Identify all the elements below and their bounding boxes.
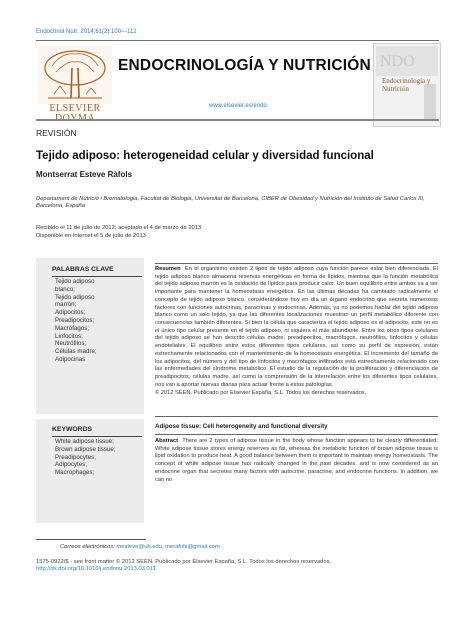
journal-url-link[interactable]: www.elsevier.es/endo xyxy=(209,103,267,109)
email-links[interactable]: mesteve@ub.edu, merafols@gmail.com xyxy=(116,544,220,550)
abstract-en-top-rule xyxy=(155,434,438,435)
abstract-es-label: Resumen xyxy=(155,266,181,272)
abstract-en xyxy=(155,438,438,484)
elsevier-logo xyxy=(38,46,112,126)
article-title: Tejido adiposo: heterogeneidad celular y diversidad funcional xyxy=(36,150,374,162)
email-label: Correos electrónicos: xyxy=(60,544,115,550)
abstract-en-text: There are 2 types of adipose tissue in the body whose function appears to be clearly differentiated. White adipose tissue stores energy reserves as fat, whereas the metabolic function of brown adipose tissue is lipid oxidation to produce heat. A good balance between them is important to maintain energy homeostasis. The concept of white adipose tissue has radically changed in the past decades, and is now considered as an endocrine organ that secretes many factors with autocrine, paracrine, and endocrine functions. In addition, we can no xyxy=(155,438,438,483)
article-dates xyxy=(36,225,438,240)
top-divider xyxy=(36,40,439,41)
received-date: Recibido el 11 de julio de 2012; aceptado el 4 de marzo de 2013 xyxy=(36,225,202,231)
journal-citation: Endocrinol Nutr. 2014;61(2):100---112 xyxy=(36,29,137,35)
keyword-item: Preadipocitos; xyxy=(55,316,95,324)
tree-icon xyxy=(38,46,112,104)
email-footnote xyxy=(60,544,220,550)
keyword-item: Tejido adiposo xyxy=(55,278,95,285)
section-label: REVISIÓN xyxy=(36,128,77,138)
keywords-en-box xyxy=(36,419,144,523)
keyword-item: Macrófagos; xyxy=(55,324,90,332)
affiliation: Departament de Nutrició i Bromatologia, Facultat de Biologia, Universitat de Barcelona, CIBER de Obesidad y Nutrición del Instituto de Salud Carlos III, Barcelona, España xyxy=(36,196,425,210)
keyword-item: Adipocitos; xyxy=(55,309,86,317)
abstract-es xyxy=(155,266,438,397)
footnote-divider xyxy=(36,539,146,540)
keywords-en-list xyxy=(55,438,141,477)
logo-text-elsevier: ELSEVIER xyxy=(49,103,101,114)
keywords-es-rule xyxy=(52,276,142,277)
online-date: Disponible en Internet el 5 de julio de 2013 xyxy=(36,232,146,239)
keywords-es-box xyxy=(36,258,144,414)
abstract-en-label: Abstract xyxy=(155,438,179,444)
keyword-item: Macrophages; xyxy=(55,469,95,477)
svg-text:NDO: NDO xyxy=(380,53,415,70)
keyword-item: Neutrófilos; xyxy=(55,340,87,348)
keyword-item: Tejido adiposo xyxy=(55,293,95,301)
keyword-item: Adipocinas xyxy=(55,355,86,363)
keyword-item: Preadipocytes; xyxy=(55,453,96,461)
keywords-en-heading: KEYWORDS xyxy=(52,426,93,433)
author-name: Montserrat Esteve Ràfols xyxy=(36,170,133,179)
journal-cover xyxy=(373,43,441,127)
journal-title: ENDOCRINOLOGÍA Y NUTRICIÓN xyxy=(118,57,371,74)
keyword-item: White adipose tissue; xyxy=(55,438,114,445)
keywords-es-list xyxy=(55,278,141,364)
abstract-es-bottom-rule xyxy=(155,416,438,417)
abstract-en-heading: Adipose tissue: Cell heterogeneity and functional diversity xyxy=(155,423,328,430)
issn-line: 1575-0922/$ - see front matter © 2012 SEEN. Publicado por Elsevier España, S.L. Todos los derechos reservados. xyxy=(36,559,332,565)
cover-title: Endocrinología y Nutrición xyxy=(382,77,431,93)
copyright-es: © 2012 SEEN. Publicado por Elsevier España, S.L. Todos los derechos reservados. xyxy=(155,389,367,396)
keyword-item: Linfocitos; xyxy=(55,332,83,340)
abstract-es-text: En el organismo existen 2 tipos de tejido adiposo cuya función parece estar bien diferenciada. El tejido adiposo blanco almacena reservas energéticas en forma de lípidos, mientras que la función metabólica del tejido adiposo marrón es la oxidación de lípidos para producir calor. Un buen equilibrio entre ambos va a ser importante para mantener la homeostasis energética. En las últimas décadas ha cambiado radicalmente el concepto de tejido adiposo blanco, considerándose hoy en día un órgano endocrino que secreta numerosos factores con funciones autocrinas, paracrinas y endocrinas. Además, ya no podemos hablar del tejido adiposo blanco como un solo tejido, ya que las diferentes localizaciones muestran un perfil metabólico diferente con consecuencias también diferentes. Si bien la célula que caracteriza el tejido adiposo es el adipocito, este no es el único tipo celular presente en el tejido adiposo, ni siquiera el más abundante. Entre los otros tipos celulares del tejido adiposo se han descrito células madre, preadipocitos, macrófagos, neutrófilos, linfocitos y células endoteliales. El equilibrio entre estos diferentes tipos celulares, así como su perfil de expresión, están estrechamente relacionados con el mantenimiento de la homeostasis energética. El incremento del tamaño de los adipocitos, del número y del tipo de linfocitos y macrófagos infiltrados está estrechamente relacionado con las enfermedades del síndrome metabólico. El estudio de la regulación de la proliferación y diferenciación de preadipocitos, células madre, así como la comprensión de la interrelación entre los diferentes tipos celulares, nos van a aportar nuevas dianas para actuar frente a estas patologías. xyxy=(155,266,438,388)
keyword-item: marrón; xyxy=(55,301,77,309)
keywords-es-heading: PALABRAS CLAVE xyxy=(52,266,114,273)
abstract-es-top-rule xyxy=(155,263,438,264)
keywords-en-rule xyxy=(52,436,142,437)
keyword-item: Células madre; xyxy=(55,348,97,356)
doi-link[interactable]: http://dx.doi.org/10.1016/j.endonu.2013.03.011 xyxy=(36,566,156,573)
keyword-item: Adipocytes; xyxy=(55,461,87,469)
issn-block xyxy=(36,559,436,574)
header-divider xyxy=(36,119,439,121)
keyword-item: blanco; xyxy=(55,285,75,293)
keyword-item: Brown adipose tissue; xyxy=(55,445,116,453)
